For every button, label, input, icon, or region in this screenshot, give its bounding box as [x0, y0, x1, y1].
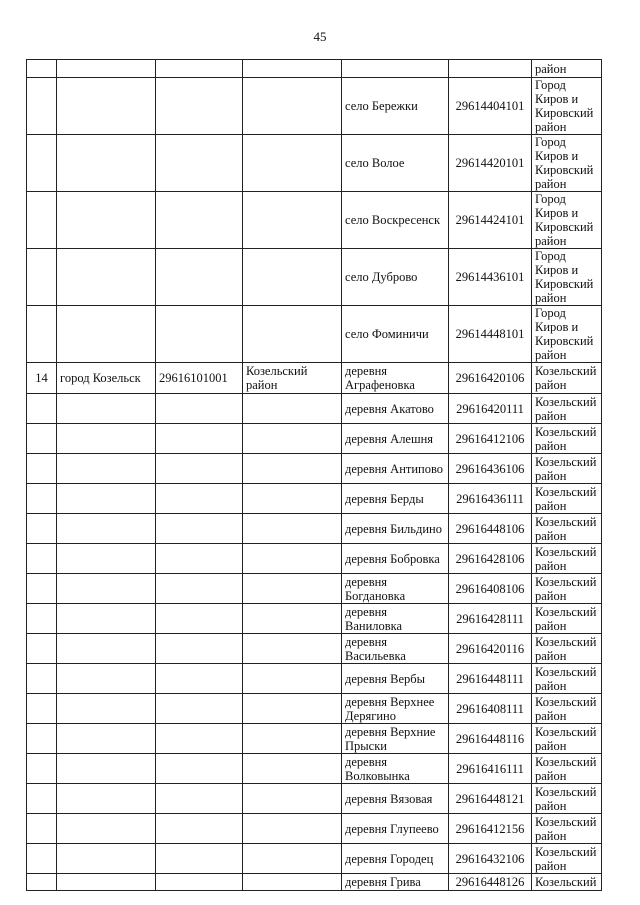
cell-number — [27, 664, 57, 694]
cell-number — [27, 724, 57, 754]
cell-settlement-code: 29616408106 — [449, 574, 532, 604]
table-row — [27, 454, 602, 484]
table-row — [27, 814, 602, 844]
cell-area: Козельский район — [532, 544, 602, 574]
table-body — [27, 60, 602, 891]
cell-settlement-center — [57, 454, 156, 484]
cell-settlement-code: 29616448116 — [449, 724, 532, 754]
table-row — [27, 192, 602, 249]
cell-settlement-center — [57, 874, 156, 891]
cell-area: Город Киров и Кировский район — [532, 135, 602, 192]
cell-district — [243, 60, 342, 78]
cell-oktmo-code — [156, 784, 243, 814]
cell-settlement-code: 29616408111 — [449, 694, 532, 724]
cell-district — [243, 192, 342, 249]
cell-number — [27, 874, 57, 891]
cell-number — [27, 754, 57, 784]
cell-area: Козельский район — [532, 484, 602, 514]
cell-number — [27, 424, 57, 454]
cell-district — [243, 874, 342, 891]
cell-district — [243, 544, 342, 574]
cell-number — [27, 192, 57, 249]
cell-district — [243, 514, 342, 544]
table-row — [27, 60, 602, 78]
cell-settlement-center — [57, 192, 156, 249]
cell-settlement: деревня Антипово — [342, 454, 449, 484]
cell-district — [243, 454, 342, 484]
cell-district — [243, 249, 342, 306]
cell-settlement: деревня Берды — [342, 484, 449, 514]
cell-settlement: деревня Бобровка — [342, 544, 449, 574]
cell-settlement-center — [57, 394, 156, 424]
table-row — [27, 784, 602, 814]
table-row — [27, 249, 602, 306]
table-row — [27, 484, 602, 514]
cell-number — [27, 604, 57, 634]
cell-settlement: деревня Аграфеновка — [342, 363, 449, 394]
cell-area: Козельский район — [532, 664, 602, 694]
cell-settlement: деревня Волковынка — [342, 754, 449, 784]
cell-settlement-center — [57, 249, 156, 306]
cell-district — [243, 574, 342, 604]
cell-district — [243, 634, 342, 664]
cell-number — [27, 634, 57, 664]
cell-number — [27, 814, 57, 844]
cell-oktmo-code — [156, 394, 243, 424]
cell-oktmo-code — [156, 514, 243, 544]
table-row — [27, 724, 602, 754]
cell-settlement: деревня Бильдино — [342, 514, 449, 544]
cell-settlement-center — [57, 844, 156, 874]
table-row — [27, 306, 602, 363]
cell-oktmo-code — [156, 634, 243, 664]
cell-district — [243, 754, 342, 784]
cell-oktmo-code — [156, 424, 243, 454]
cell-settlement-center — [57, 784, 156, 814]
table-row — [27, 754, 602, 784]
cell-district — [243, 424, 342, 454]
cell-oktmo-code — [156, 664, 243, 694]
cell-area: Козельский район — [532, 454, 602, 484]
cell-settlement-code: 29616412156 — [449, 814, 532, 844]
cell-number — [27, 784, 57, 814]
cell-settlement-code: 29616420116 — [449, 634, 532, 664]
table-row — [27, 514, 602, 544]
cell-number — [27, 844, 57, 874]
cell-settlement: деревня Ваниловка — [342, 604, 449, 634]
cell-oktmo-code — [156, 484, 243, 514]
cell-settlement-center — [57, 814, 156, 844]
cell-district — [243, 306, 342, 363]
cell-area: район — [532, 60, 602, 78]
cell-settlement-center — [57, 306, 156, 363]
cell-oktmo-code — [156, 604, 243, 634]
cell-settlement: деревня Акатово — [342, 394, 449, 424]
cell-settlement: деревня Алешня — [342, 424, 449, 454]
cell-settlement-code: 29614420101 — [449, 135, 532, 192]
cell-settlement: село Волое — [342, 135, 449, 192]
cell-settlement-code: 29616420111 — [449, 394, 532, 424]
table-row — [27, 664, 602, 694]
cell-settlement-center — [57, 634, 156, 664]
cell-area: Город Киров и Кировский район — [532, 78, 602, 135]
cell-settlement-center — [57, 60, 156, 78]
table-row — [27, 844, 602, 874]
table-row — [27, 604, 602, 634]
cell-district — [243, 814, 342, 844]
cell-settlement: деревня Вязовая — [342, 784, 449, 814]
table-row — [27, 574, 602, 604]
cell-district — [243, 78, 342, 135]
cell-number — [27, 544, 57, 574]
cell-number — [27, 694, 57, 724]
cell-number — [27, 454, 57, 484]
table-row — [27, 424, 602, 454]
cell-settlement-code: 29616420106 — [449, 363, 532, 394]
table-row — [27, 874, 602, 891]
cell-settlement-center — [57, 604, 156, 634]
cell-number — [27, 484, 57, 514]
cell-settlement-code: 29616436111 — [449, 484, 532, 514]
cell-settlement-code: 29616448106 — [449, 514, 532, 544]
cell-area: Город Киров и Кировский район — [532, 249, 602, 306]
cell-oktmo-code — [156, 249, 243, 306]
cell-settlement-code: 29614424101 — [449, 192, 532, 249]
cell-oktmo-code — [156, 78, 243, 135]
cell-number — [27, 60, 57, 78]
cell-settlement: деревня Верхнее Дерягино — [342, 694, 449, 724]
cell-settlement-code: 29616428106 — [449, 544, 532, 574]
cell-settlement — [342, 60, 449, 78]
cell-area: Козельский район — [532, 424, 602, 454]
cell-number — [27, 135, 57, 192]
cell-district — [243, 135, 342, 192]
cell-oktmo-code: 29616101001 — [156, 363, 243, 394]
table-row — [27, 544, 602, 574]
cell-settlement-code: 29616448121 — [449, 784, 532, 814]
cell-settlement-center: город Козельск — [57, 363, 156, 394]
cell-settlement: деревня Верхние Прыски — [342, 724, 449, 754]
cell-district — [243, 844, 342, 874]
cell-settlement-center — [57, 574, 156, 604]
cell-number — [27, 306, 57, 363]
cell-area: Город Киров и Кировский район — [532, 192, 602, 249]
cell-settlement: деревня Грива — [342, 874, 449, 891]
cell-area: Козельский район — [532, 754, 602, 784]
cell-oktmo-code — [156, 754, 243, 784]
cell-area: Козельский район — [532, 574, 602, 604]
cell-district — [243, 724, 342, 754]
cell-settlement: деревня Вербы — [342, 664, 449, 694]
table-row — [27, 135, 602, 192]
cell-oktmo-code — [156, 454, 243, 484]
table-row — [27, 694, 602, 724]
cell-number: 14 — [27, 363, 57, 394]
cell-area: Козельский район — [532, 814, 602, 844]
cell-settlement-center — [57, 484, 156, 514]
cell-oktmo-code — [156, 544, 243, 574]
table-row — [27, 78, 602, 135]
cell-settlement-code: 29616436106 — [449, 454, 532, 484]
cell-district — [243, 394, 342, 424]
cell-settlement-center — [57, 664, 156, 694]
cell-number — [27, 394, 57, 424]
cell-settlement-center — [57, 754, 156, 784]
cell-oktmo-code — [156, 574, 243, 604]
cell-area: Козельский район — [532, 514, 602, 544]
cell-settlement: село Фоминичи — [342, 306, 449, 363]
cell-oktmo-code — [156, 724, 243, 754]
cell-oktmo-code — [156, 306, 243, 363]
settlements-table — [26, 59, 602, 891]
cell-area: Козельский район — [532, 394, 602, 424]
cell-settlement-code: 29616428111 — [449, 604, 532, 634]
cell-area: Козельский район — [532, 694, 602, 724]
cell-oktmo-code — [156, 844, 243, 874]
table-row — [27, 634, 602, 664]
cell-area: Город Киров и Кировский район — [532, 306, 602, 363]
cell-number — [27, 574, 57, 604]
cell-settlement-code: 29614404101 — [449, 78, 532, 135]
cell-settlement: деревня Городец — [342, 844, 449, 874]
cell-district — [243, 484, 342, 514]
cell-settlement-code: 29616412106 — [449, 424, 532, 454]
cell-number — [27, 78, 57, 135]
table-row — [27, 394, 602, 424]
cell-number — [27, 249, 57, 306]
cell-area: Козельский — [532, 874, 602, 891]
cell-settlement-center — [57, 724, 156, 754]
cell-area: Козельский район — [532, 604, 602, 634]
cell-area: Козельский район — [532, 634, 602, 664]
cell-district — [243, 604, 342, 634]
cell-settlement-code: 29614436101 — [449, 249, 532, 306]
cell-settlement-center — [57, 424, 156, 454]
cell-settlement: деревня Богдановка — [342, 574, 449, 604]
cell-settlement-code — [449, 60, 532, 78]
cell-district: Козельский район — [243, 363, 342, 394]
cell-settlement: село Воскресенск — [342, 192, 449, 249]
cell-settlement-code: 29616432106 — [449, 844, 532, 874]
cell-settlement-center — [57, 135, 156, 192]
cell-number — [27, 514, 57, 544]
table-row — [27, 363, 602, 394]
cell-oktmo-code — [156, 814, 243, 844]
cell-area: Козельский район — [532, 844, 602, 874]
cell-district — [243, 694, 342, 724]
cell-settlement-code: 29616448126 — [449, 874, 532, 891]
cell-settlement: деревня Глупеево — [342, 814, 449, 844]
cell-settlement-code: 29614448101 — [449, 306, 532, 363]
cell-oktmo-code — [156, 60, 243, 78]
cell-area: Козельский район — [532, 784, 602, 814]
cell-settlement-center — [57, 78, 156, 135]
cell-settlement-center — [57, 514, 156, 544]
page-number: 45 — [313, 29, 327, 44]
cell-settlement-center — [57, 694, 156, 724]
cell-settlement: деревня Васильевка — [342, 634, 449, 664]
cell-settlement: село Дуброво — [342, 249, 449, 306]
cell-oktmo-code — [156, 192, 243, 249]
cell-oktmo-code — [156, 874, 243, 891]
cell-area: Козельский район — [532, 724, 602, 754]
cell-district — [243, 664, 342, 694]
cell-settlement-code: 29616448111 — [449, 664, 532, 694]
cell-oktmo-code — [156, 135, 243, 192]
cell-district — [243, 784, 342, 814]
cell-settlement-code: 29616416111 — [449, 754, 532, 784]
cell-settlement: село Бережки — [342, 78, 449, 135]
cell-oktmo-code — [156, 694, 243, 724]
cell-area: Козельский район — [532, 363, 602, 394]
cell-settlement-center — [57, 544, 156, 574]
